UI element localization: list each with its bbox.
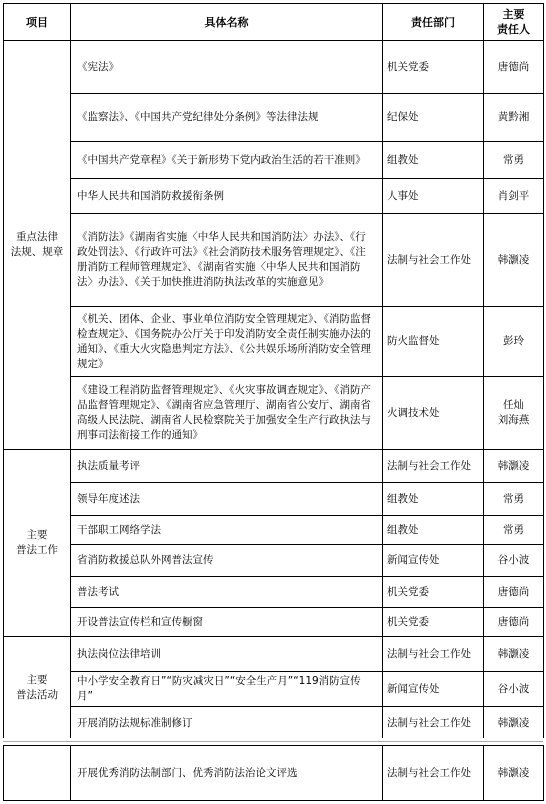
table-row xyxy=(4,608,544,637)
item-name: 开设普法宣传栏和宣传橱窗 xyxy=(71,608,383,637)
section-title xyxy=(4,41,71,450)
section-title-line2: 普法活动 xyxy=(16,689,58,701)
item-dept: 组教处 xyxy=(383,516,484,545)
item-person: 常勇 xyxy=(484,516,544,545)
item-person: 肖剑平 xyxy=(484,179,544,214)
table-row xyxy=(4,707,544,740)
item-dept: 法制与社会工作处 xyxy=(383,450,484,483)
section-title-line2: 法规、规章 xyxy=(10,246,64,258)
item-dept: 纪保处 xyxy=(383,94,484,142)
section-title-line1: 重点法律 xyxy=(16,231,58,243)
section-title-empty xyxy=(4,746,71,801)
table-row xyxy=(4,672,544,707)
item-person: 韩灏凌 xyxy=(484,450,544,483)
item-person: 黄黔湘 xyxy=(484,94,544,142)
section-title-line1: 主要 xyxy=(26,674,48,686)
item-dept: 法制与社会工作处 xyxy=(383,746,484,801)
item-person: 韩灏凌 xyxy=(484,707,544,740)
table-row xyxy=(4,577,544,608)
table-row xyxy=(4,307,544,377)
item-dept: 机关党委 xyxy=(383,577,484,608)
item-dept: 法制与社会工作处 xyxy=(383,707,484,740)
table-row xyxy=(4,142,544,179)
table-row xyxy=(4,41,544,94)
item-person: 常勇 xyxy=(484,483,544,516)
item-dept: 组教处 xyxy=(383,142,484,179)
item-dept: 火调技术处 xyxy=(383,377,484,450)
item-name: 《机关、团体、企业、事业单位消防安全管理规定》、《消防监督检查规定》、《国务院办公厅关于印发消防安全责任制实施办法的通知》、《重大火灾隐患判定方法》、《公共娱乐场所消防安全管理规定》 xyxy=(71,307,383,377)
item-name: 领导年度述法 xyxy=(71,483,383,516)
item-name: 执法岗位法律培训 xyxy=(71,637,383,672)
item-name: 开展优秀消防法制部门、优秀消防法治论文评选 xyxy=(71,746,383,801)
item-person: 唐德尚 xyxy=(484,41,544,94)
item-name: 《宪法》 xyxy=(71,41,383,94)
responsibility-table xyxy=(3,3,544,740)
table-row xyxy=(4,179,544,214)
table-row xyxy=(4,377,544,450)
item-dept: 法制与社会工作处 xyxy=(383,214,484,307)
item-dept: 人事处 xyxy=(383,179,484,214)
header-person-line1: 主要 xyxy=(502,8,525,21)
section-title xyxy=(4,637,71,740)
section-title xyxy=(4,450,71,637)
responsibility-table-continued xyxy=(3,745,544,801)
header-person xyxy=(484,4,544,41)
item-name: 《建设工程消防监督管理规定》、《火灾事故调查规定》、《消防产品监督管理规定》、《湖南省应急管理厅、湖南省公安厅、湖南省高级人民法院、湖南省人民检察院关于加强安全生产行政执法与刑事司法衔接工作的通知》 xyxy=(71,377,383,450)
item-dept: 机关党委 xyxy=(383,41,484,94)
item-dept: 法制与社会工作处 xyxy=(383,637,484,672)
item-dept: 防火监督处 xyxy=(383,307,484,377)
item-name: 《中国共产党章程》《关于新形势下党内政治生活的若干准则》 xyxy=(71,142,383,179)
table-row xyxy=(4,545,544,577)
item-dept: 新闻宣传处 xyxy=(383,545,484,577)
table-row xyxy=(4,637,544,672)
item-person: 唐德尚 xyxy=(484,577,544,608)
header-person-line2: 责任人 xyxy=(497,23,530,36)
item-person: 谷小波 xyxy=(484,672,544,707)
item-name: 开展消防法规标准制修订 xyxy=(71,707,383,740)
item-dept: 新闻宣传处 xyxy=(383,672,484,707)
item-person: 唐德尚 xyxy=(484,608,544,637)
item-dept: 机关党委 xyxy=(383,608,484,637)
section-title-line2: 普法工作 xyxy=(16,544,58,556)
item-person: 谷小波 xyxy=(484,545,544,577)
item-person: 彭玲 xyxy=(484,307,544,377)
item-person: 韩灏凌 xyxy=(484,746,544,801)
page-break-divider xyxy=(3,741,543,742)
item-person: 常勇 xyxy=(484,142,544,179)
item-name: 中华人民共和国消防救援衔条例 xyxy=(71,179,383,214)
table-row xyxy=(4,450,544,483)
table-row xyxy=(4,483,544,516)
table-header-row xyxy=(4,4,544,41)
item-name: 《消防法》《湖南省实施〈中华人民共和国消防法〉办法》、《行政处罚法》、《行政许可法》《社会消防技术服务管理规定》、《注册消防工程师管理规定》、《湖南省实施〈中华人民共和国消防法〉办法》、《关于加快推进消防执法改革的实施意见》 xyxy=(71,214,383,307)
table-row xyxy=(4,516,544,545)
table-row xyxy=(4,94,544,142)
header-name: 具体名称 xyxy=(71,4,383,41)
item-name: 中小学安全教育日”“防灾减灾日”“安全生产月”“119消防宣传月” xyxy=(71,672,383,707)
header-dept: 责任部门 xyxy=(383,4,484,41)
table-row xyxy=(4,746,544,801)
item-name: 干部职工网络学法 xyxy=(71,516,383,545)
section-title-line1: 主要 xyxy=(26,529,48,541)
item-name: 《监察法》、《中国共产党纪律处分条例》等法律法规 xyxy=(71,94,383,142)
item-person: 任灿 刘海燕 xyxy=(484,377,544,450)
item-name: 执法质量考评 xyxy=(71,450,383,483)
header-item: 项目 xyxy=(4,4,71,41)
item-name: 普法考试 xyxy=(71,577,383,608)
item-person: 韩灏凌 xyxy=(484,214,544,307)
item-name: 省消防救援总队外网普法宣传 xyxy=(71,545,383,577)
table-row xyxy=(4,214,544,307)
item-person: 韩灏凌 xyxy=(484,637,544,672)
item-dept: 组教处 xyxy=(383,483,484,516)
